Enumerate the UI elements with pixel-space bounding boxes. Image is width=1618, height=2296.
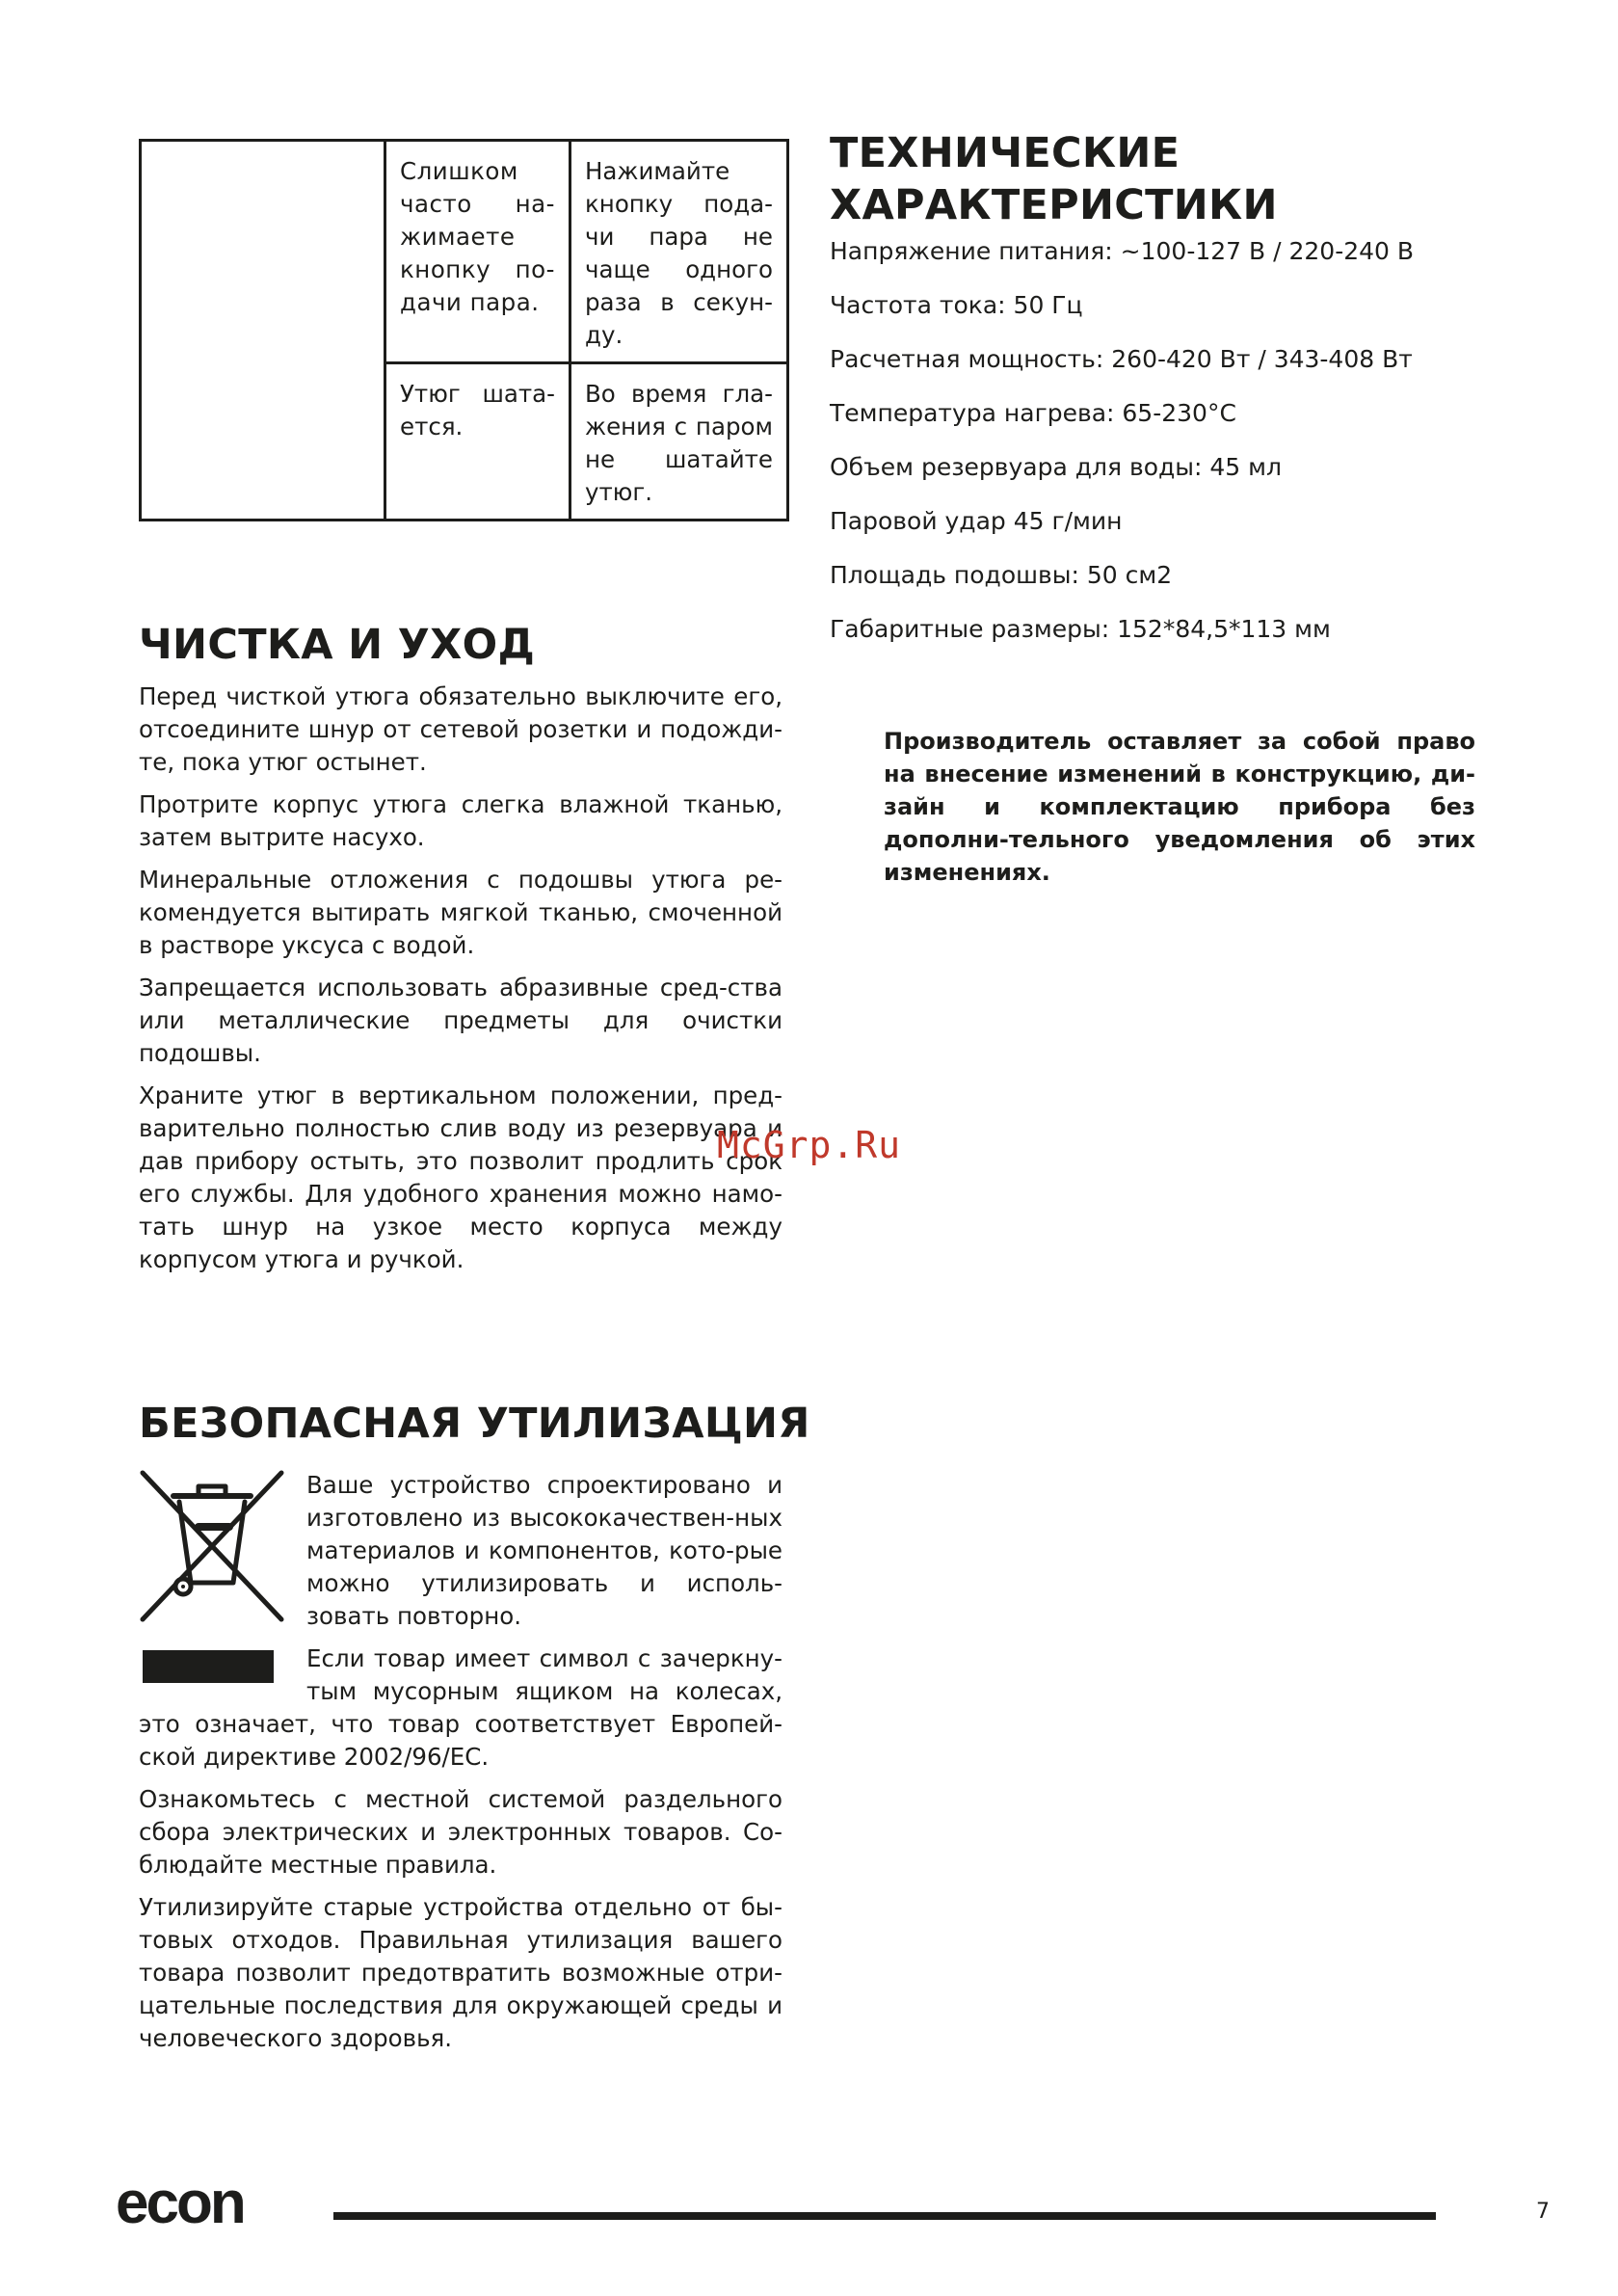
- cleaning-section: [139, 619, 782, 1286]
- page-number: 7: [1536, 2200, 1550, 2224]
- cleaning-title: ЧИСТКА И УХОД: [139, 621, 536, 669]
- spec-item: Паровой удар 45 г/мин: [830, 507, 1123, 535]
- cleaning-paragraph: Протрите корпус утюга слегка влажной тканью, затем вытрите насухо.: [139, 790, 782, 851]
- disposal-paragraph: Если товар имеет символ с зачеркну-тым мусорным ящиком на колесах, это означает, что товар соответствует Европей-ской директиве 2002/96/ЕС.: [139, 1644, 782, 1771]
- brand-logo-text: econ: [116, 2180, 244, 2230]
- cleaning-paragraph: Запрещается использовать абразивные сред-ства или металлические предметы для очистки подошвы.: [139, 974, 782, 1067]
- spec-item: Частота тока: 50 Гц: [830, 291, 1083, 319]
- separate-collection-bar: [143, 1650, 274, 1683]
- disposal-paragraph: Ваше устройство спроектировано и изготовлено из высококачествен-ных материалов и компонентов, кото-рые можно утилизировать и исполь-зовать повторно.: [306, 1471, 782, 1630]
- cause-cell: Слишком часто на-жимаете кнопку по-дачи пара.: [385, 141, 570, 363]
- watermark: McGrp.Ru: [717, 1124, 902, 1166]
- cause-cell: Утюг шата-ется.: [385, 363, 570, 521]
- spec-item: Площадь подошвы: 50 см2: [830, 561, 1173, 589]
- table-row: [141, 141, 788, 363]
- crossed-out-wheelie-bin-icon: [139, 1469, 285, 1623]
- spec-item: Температура нагрева: 65-230°С: [830, 399, 1236, 427]
- solution-cell: Нажимайте кнопку пода-чи пара не чаще одного раза в секун-ду.: [570, 141, 788, 363]
- specs-title-line1: ТЕХНИЧЕСКИЕ: [830, 129, 1180, 177]
- econ-logo: [116, 2180, 289, 2230]
- cleaning-paragraph: Перед чисткой утюга обязательно выключите его, отсоедините шнур от сетевой розетки и подожди-те, пока утюг остынет.: [139, 682, 782, 776]
- spec-item: Расчетная мощность: 260-420 Вт / 343-408 Вт: [830, 345, 1413, 373]
- footer-divider: [333, 2212, 1436, 2220]
- disposal-paragraph: Утилизируйте старые устройства отдельно от бы-товых отходов. Правильная утилизация вашего товара позволит предотвратить возможные отри-цательные последствия для окружающей среды и человеческого здоровья.: [139, 1893, 782, 2052]
- disposal-paragraph: Ознакомьтесь с местной системой раздельного сбора электрических и электронных товаров. Со-блюдайте местные правила.: [139, 1785, 782, 1879]
- manufacturer-notice: Производитель оставляет за собой право на внесение изменений в конструкцию, ди-зайн и комплектацию прибора без дополни-тельного уведомления об этих изменениях.: [884, 728, 1475, 886]
- solution-cell: Во время гла-жения с паром не шатайте утюг.: [570, 363, 788, 521]
- spec-item: Объем резервуара для воды: 45 мл: [830, 453, 1282, 481]
- specs-title-line2: ХАРАКТЕРИСТИКИ: [830, 181, 1278, 229]
- spec-item: Габаритные размеры: 152*84,5*113 мм: [830, 615, 1331, 643]
- spec-item: Напряжение питания: ~100-127 В / 220-240 В: [830, 237, 1415, 265]
- cleaning-paragraph: Минеральные отложения с подошвы утюга ре-комендуется вытирать мягкой тканью, смоченной в растворе уксуса с водой.: [139, 866, 782, 959]
- disposal-title: БЕЗОПАСНАЯ УТИЛИЗАЦИЯ: [139, 1400, 810, 1448]
- problem-cell: [141, 141, 385, 521]
- cleaning-paragraph: Храните утюг в вертикальном положении, пред-варительно полностью слив воду из резервуара и дав прибору остыть, это позволит продлить срок его службы. Для удобного хранения можно намо-тать шнур на узкое место корпуса между корпусом утюга и ручкой.: [139, 1081, 782, 1273]
- specs-section: [830, 127, 1524, 667]
- troubleshooting-table: [139, 139, 789, 521]
